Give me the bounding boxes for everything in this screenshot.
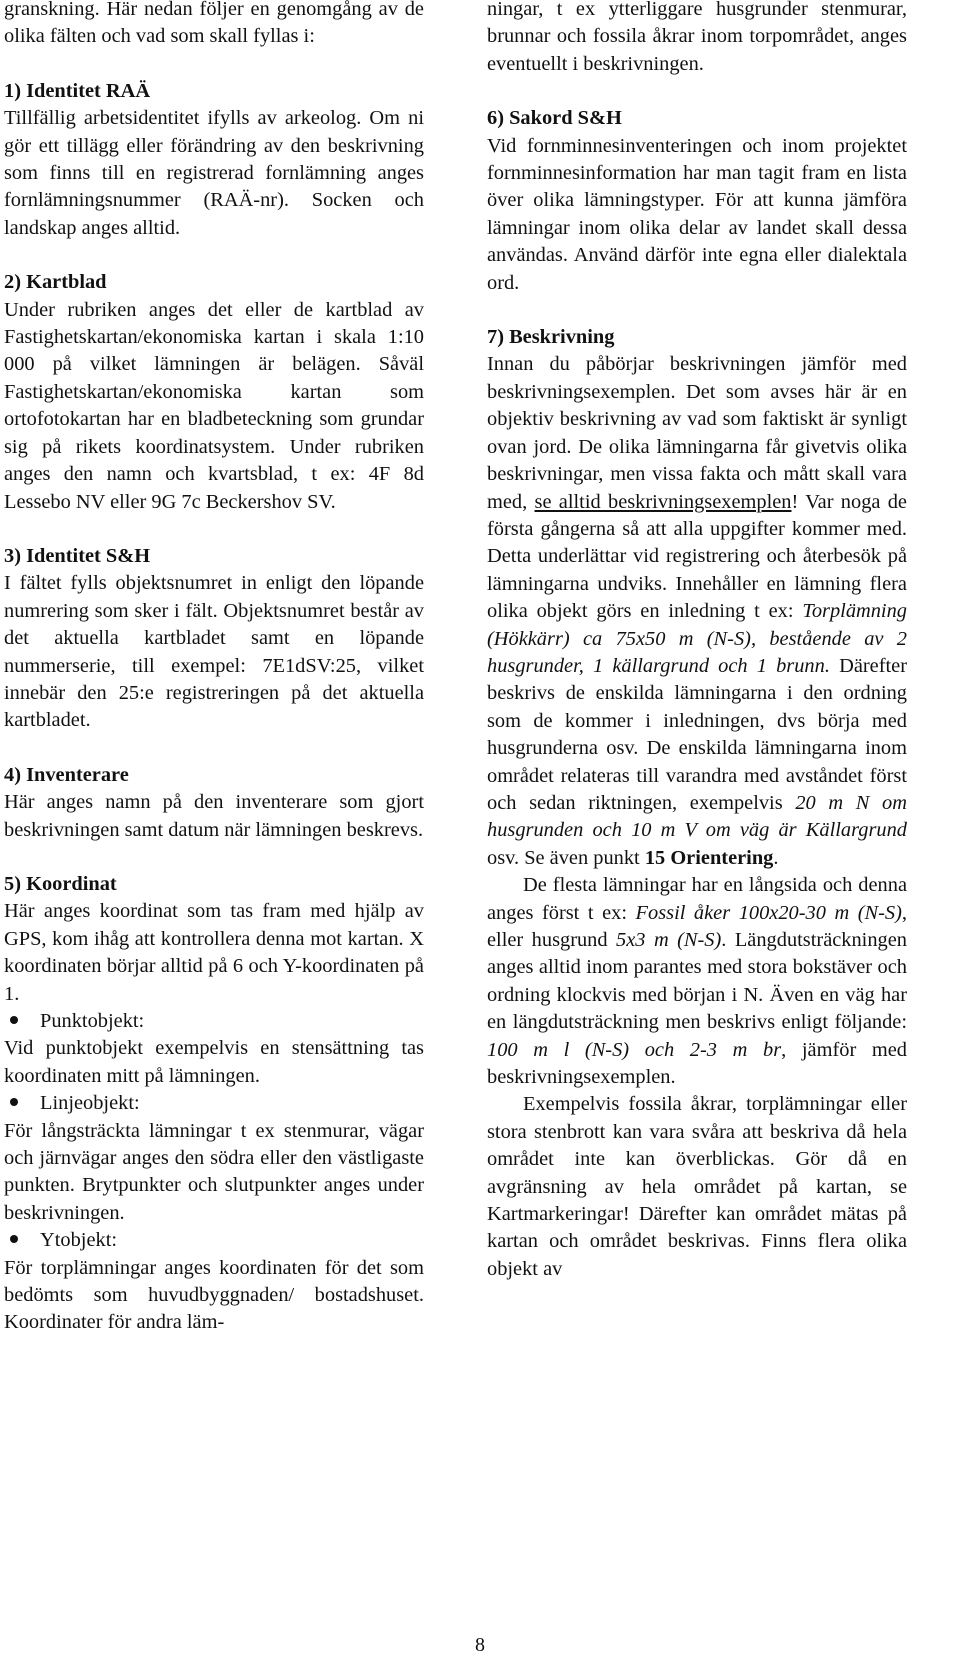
bold-reference: 15 Orientering: [644, 846, 774, 869]
section-1-text: Tillfällig arbetsidentitet ifylls av arkeolog. Om ni gör ett tillägg eller förändring av den beskrivning som finns till en registrerad fornlämning anges fornlämningsnummer (RAÄ-nr). Socken och landskap anges alltid.: [4, 107, 424, 239]
underlined-text: se alltid beskrivningsexemplen: [534, 490, 792, 513]
section-7-heading: 7) Beskrivning: [487, 326, 615, 349]
italic-example: Fossil åker 100x20-30 m (N-S): [635, 901, 902, 924]
bullet-area-object: [4, 1227, 424, 1254]
section-5-text: Här anges koordinat som tas fram med hjälp av GPS, kom ihåg att kontrollera denna mot kartan. X koordinaten börjar alltid på 6 och Y-koordinaten på 1.: [4, 900, 424, 1005]
bullet-text: För långsträckta lämningar t ex stenmurar, vägar och järnvägar anges den södra eller den västligaste punkten. Brytpunkter och slutpunkter anges under beskrivningen.: [4, 1119, 424, 1224]
italic-example: 5x3 m (N-S): [616, 929, 722, 951]
italic-example: 100 m l (N-S) och 2-3 m br: [487, 1038, 782, 1061]
text-run: .: [773, 846, 779, 869]
bullet-point-object: [4, 1008, 424, 1035]
section-3-text: I fältet fylls objektsnumret in enligt den löpande numrering som sker i fält. Objektsnumret består av det aktuella kartbladet samt en löpande nummerserie, till exempel: 7E1dSV:25, vilket innebär den 25:e registreringen på det aktuella kartbladet.: [4, 572, 424, 732]
area-paragraph: Exempelvis fossila åkrar, torplämningar eller stora stenbrott kan vara svåra att beskriva då hela området inte kan överblickas. Gör då en avgränsning av hela området på kartan, se Kartmarkeringar! Därefter kan området mätas på kartan och området beskrivas. Finns flera olika objekt av: [487, 1093, 907, 1280]
section-6-text: Vid fornminnesinventeringen och inom projektet fornminnesinformation har man tagit fram en lista över olika lämningstyper. För att kunna jämföra lämningar inom olika delar av landet skall dessa användas. Använd därför inte egna eller dialektala ord.: [487, 134, 907, 294]
section-7-text: [487, 351, 907, 872]
section-1-heading: 1) Identitet RAÄ: [4, 79, 151, 102]
text-run: osv. Se även punkt: [487, 846, 645, 869]
italic-example: 20 m N om husgrunden och 10 m V om väg är Källargrund: [487, 791, 907, 842]
bullet-text: Vid punktobjekt exempelvis en stensättning tas koordinaten mitt på lämningen.: [4, 1037, 424, 1087]
section-4-heading: 4) Inventerare: [4, 763, 129, 786]
bullet-dot-icon: [10, 1016, 18, 1024]
section-2-text: Under rubriken anges det eller de kartblad av Fastighetskartan/ekonomiska kartan i skala 1:10 000 på vilket lämningen är belägen. Såväl Fastighetskartan/ekonomiska kartan som ortofotokartan har en bladbeteckning som grundar sig på rikets koordinatsystem. Under rubriken anges den namn och kvartsblad, t ex: 4F 8d Lessebo NV eller 9G 7c Beckershov SV.: [4, 298, 424, 513]
section-5-heading: 5) Koordinat: [4, 872, 117, 895]
text-run: De flesta lämningar har en långsida och denna anges först t ex:: [487, 874, 907, 924]
bullet-text: För torplämningar anges koordinaten för det som bedömts som huvudbyggnaden/ bostadshuset. Koordinater för andra läm-: [4, 1256, 424, 1334]
section-2-heading: 2) Kartblad: [4, 271, 107, 294]
text-run: Innan du påbörjar beskrivningen jämför med beskrivningsexemplen. Det som avses här är en objektiv beskrivning av vad som faktiskt är synligt ovan jord. De olika lämningarna får givetvis olika beskrivningar, men vissa fakta och mått skall vara med,: [487, 353, 907, 513]
bullet-label: Punktobjekt:: [40, 1010, 145, 1032]
bullet-label: Ytobjekt:: [40, 1229, 118, 1252]
page-number: 8: [475, 1634, 485, 1656]
text-run: ! Var noga de första gångerna så att alla uppgifter kommer med. Detta underlättar vid registrering och återbesök på lämningarna undviks. Innehåller en lämning flera olika objekt görs en inledning t ex:: [487, 490, 907, 623]
section-4-text: Här anges namn på den inventerare som gjort beskrivningen samt datum när lämningen beskrevs.: [4, 791, 424, 841]
intro-paragraph: granskning. Här nedan följer en genomgång av de olika fälten och vad som skall fyllas i:: [4, 0, 424, 48]
text-run: , jämför med beskrivningsexemplen.: [487, 1038, 907, 1089]
italic-example: Torplämning (Hökkärr) ca 75x50 m (N-S), bestående av 2 husgrunder, 1 källargrund och 1 brunn.: [487, 600, 907, 677]
bullet-dot-icon: [10, 1098, 18, 1106]
length-paragraph: [487, 872, 907, 1091]
right-column: [487, 0, 907, 1283]
bullet-label: Linjeobjekt:: [40, 1092, 140, 1115]
text-run: , eller husgrund: [487, 901, 907, 951]
section-6-heading: 6) Sakord S&H: [487, 107, 622, 130]
text-run: . Längdutsträckningen anges alltid inom parantes med stora bokstäver och ordning klockvis med början i N. Även en väg har en längdutsträckning men beskrivs enligt följande:: [487, 929, 907, 1034]
text-run: Därefter beskrivs de enskilda lämningarna i den ordning som de kommer i inledningen, dvs börja med husgrunderna osv. De enskilda lämningarna inom området relateras till varandra med avståndet först och sedan riktningen, exempelvis: [487, 654, 907, 814]
bullet-dot-icon: [10, 1235, 18, 1243]
section-3-heading: 3) Identitet S&H: [4, 544, 151, 567]
left-column: [4, 0, 424, 1337]
bullet-line-object: [4, 1090, 424, 1117]
continuation-paragraph: ningar, t ex ytterliggare husgrunder stenmurar, brunnar och fossila åkrar inom torpområdet, anges eventuellt i beskrivningen.: [487, 0, 907, 75]
